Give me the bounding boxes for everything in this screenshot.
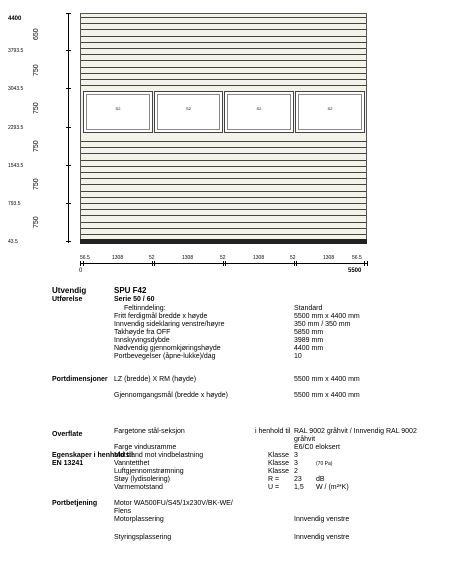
width-dim: 52: [149, 255, 155, 261]
spec-value: RAL 9002 gråhvit / Innvendig RAL 9002: [294, 428, 417, 435]
panel-groove: [81, 166, 366, 167]
panel-groove: [81, 215, 366, 216]
dim-tick: [66, 50, 71, 51]
dim-tick: [223, 261, 224, 266]
width-dim: 56.5: [352, 255, 362, 261]
section-title-operation: Portbetjening: [52, 500, 98, 507]
window-panel: [295, 91, 365, 133]
motor-model: Motor WA500FU/S45/1x230V/BK-WE/: [114, 500, 233, 507]
spec-value: Standard: [294, 305, 323, 312]
spec-value: 2: [294, 468, 298, 475]
section-title-properties: Egenskaper i henhold til: [52, 452, 133, 459]
spec-key: U =: [268, 484, 280, 491]
spec-label: Motstand mot vindbelastning: [114, 452, 204, 459]
level-mark: 1543.5: [8, 163, 24, 169]
spec-value: 23: [294, 476, 302, 483]
panel-groove: [81, 23, 366, 24]
spec-value: 3989 mm: [294, 337, 324, 344]
spec-value: 5850 mm: [294, 329, 324, 336]
section-height-label: 750: [33, 102, 40, 114]
section-height-label: 750: [33, 64, 40, 76]
spec-label: Fritt ferdigmål bredde x høyde: [114, 313, 208, 320]
motor-model-cont: Flens: [114, 508, 132, 515]
window-label: S2: [327, 106, 333, 111]
width-dim: 52: [290, 255, 296, 261]
window-label: S2: [256, 106, 262, 111]
panel-groove: [81, 222, 366, 223]
window-panel: [224, 91, 294, 133]
spec-value: E6/C0 eloksert: [294, 444, 340, 451]
spec-label: Varmemotstand: [114, 484, 163, 491]
spec-label: Vanntetthet: [114, 460, 150, 467]
width-dim: 1308: [112, 255, 124, 261]
panel-groove: [81, 178, 366, 179]
spec-key: Klasse: [268, 468, 290, 475]
panel-groove: [81, 67, 366, 68]
dim-tick: [80, 261, 81, 266]
panel-groove: [81, 191, 366, 192]
spec-value: 350 mm / 350 mm: [294, 321, 351, 328]
spec-label: Luftgjennomstrømning: [114, 468, 184, 475]
spec-value: 10: [294, 353, 302, 360]
spec-label: Styringsplassering: [114, 534, 172, 541]
panel-groove: [81, 48, 366, 49]
spec-value: 5500 mm x 4400 mm: [294, 376, 360, 383]
window-panel: [83, 91, 153, 133]
window-panel: [154, 91, 223, 133]
section-height-label: 750: [33, 140, 40, 152]
dim-tick: [364, 261, 365, 266]
total-height-label: 4400: [8, 16, 22, 22]
spec-label: LZ (bredde) X RM (høyde): [114, 376, 197, 383]
window-label: S2: [115, 106, 121, 111]
dim-tick: [225, 261, 226, 266]
panel-groove: [81, 209, 366, 210]
spec-label: Innskyvingsdybde: [114, 337, 170, 344]
spec-label: Innvendig sideklaring venstre/høyre: [114, 321, 225, 328]
panel-groove: [81, 172, 366, 173]
panel-groove: [81, 147, 366, 148]
dim-tick: [83, 261, 84, 266]
level-mark: 43.5: [8, 239, 18, 245]
series-name: Serie 50 / 60: [114, 296, 155, 303]
panel-groove: [81, 141, 366, 142]
width-dim: 1308: [253, 255, 265, 261]
level-mark: 2293.5: [8, 125, 24, 131]
door-drawing: [80, 13, 367, 243]
dim-tick: [294, 261, 295, 266]
start-mark: 0: [79, 268, 83, 274]
dim-tick: [66, 165, 71, 166]
spec-label: Feltinndeling:: [124, 305, 166, 312]
width-dim: 1308: [323, 255, 335, 261]
dim-tick: [66, 88, 71, 89]
section-height-label: 750: [33, 178, 40, 190]
dim-tick: [66, 127, 71, 128]
width-dim: 56.5: [80, 255, 90, 261]
level-mark: 3793.5: [8, 48, 24, 54]
panel-groove: [81, 197, 366, 198]
spec-value: 5500 mm x 4400 mm: [294, 392, 360, 399]
section-title-port-dimensions: Portdimensjoner: [52, 376, 108, 383]
spec-value: gråhvit: [294, 436, 316, 443]
section-title-standard: EN 13241: [52, 460, 84, 467]
panel-groove: [81, 153, 366, 154]
panel-groove: [81, 203, 366, 204]
spec-label: Farge vindusramme: [114, 444, 177, 451]
spec-key: Klasse: [268, 452, 290, 459]
dim-tick: [154, 261, 155, 266]
heading-outside: Utvendig: [52, 286, 87, 295]
spec-unit: (70 Pa): [316, 461, 333, 467]
spec-key: Klasse: [268, 460, 290, 467]
dim-tick: [367, 261, 368, 266]
panel-groove: [81, 54, 366, 55]
panel-groove: [81, 60, 366, 61]
spec-label: Gjennomgangsmål (bredde x høyde): [114, 392, 229, 399]
panel-groove: [81, 79, 366, 80]
spec-label: Fargetone stål-seksjon: [114, 428, 185, 435]
spec-value: Innvendig venstre: [294, 534, 350, 541]
panel-groove: [81, 160, 366, 161]
section-height-label: 650: [33, 28, 40, 40]
panel-groove: [81, 42, 366, 43]
level-mark: 3043.5: [8, 86, 24, 92]
dim-tick: [66, 241, 71, 242]
spec-value: 5500 mm x 4400 mm: [294, 313, 360, 320]
dim-tick: [296, 261, 297, 266]
section-height-label: 750: [33, 216, 40, 228]
window-label: S2: [186, 106, 191, 111]
spec-value: 3: [294, 460, 298, 467]
panel-groove: [81, 36, 366, 37]
spec-label: Nødvendig gjennomkjøringshøyde: [114, 345, 221, 352]
spec-label: Takhøyde fra OFF: [114, 329, 171, 336]
spec-label: Motorplassering: [114, 516, 164, 523]
panel-groove: [81, 184, 366, 185]
section-title-surface: Overflate: [52, 431, 83, 438]
vertical-dimension-line: [68, 13, 69, 243]
panel-groove: [81, 73, 366, 74]
dim-tick: [66, 13, 71, 14]
width-dim: 52: [220, 255, 226, 261]
panel-groove: [81, 234, 366, 235]
panel-groove: [81, 85, 366, 86]
total-width-label: 5500: [348, 268, 362, 274]
model-name: SPU F42: [114, 286, 147, 295]
panel-groove: [81, 17, 366, 18]
panel-groove: [81, 29, 366, 30]
heading-design: Utførelse: [52, 296, 83, 303]
spec-value: Innvendig venstre: [294, 516, 350, 523]
width-dim: 1308: [182, 255, 194, 261]
spec-key: R =: [268, 476, 280, 483]
spec-label: Portbevegelser (åpne-lukke)/dag: [114, 353, 216, 360]
panel-groove: [81, 228, 366, 229]
spec-label: i henhold til: [255, 428, 291, 435]
dim-tick: [152, 261, 153, 266]
spec-value: 1,5: [294, 484, 304, 491]
spec-value: 4400 mm: [294, 345, 324, 352]
spec-unit: W / (m²*K): [316, 484, 349, 491]
dim-tick: [66, 203, 71, 204]
bottom-rail: [80, 239, 367, 244]
level-mark: 793.5: [8, 201, 21, 207]
spec-label: Støy (lydisolering): [114, 476, 171, 483]
spec-unit: dB: [316, 476, 325, 483]
spec-value: 3: [294, 452, 298, 459]
